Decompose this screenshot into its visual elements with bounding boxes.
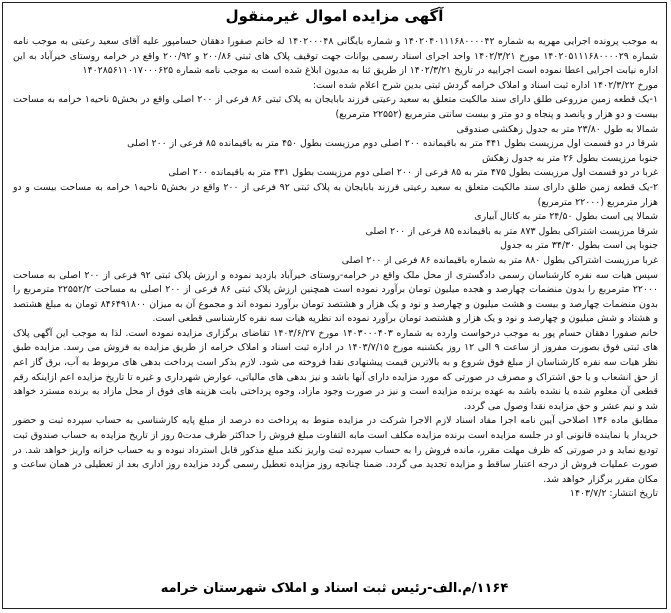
notice-title: آگهی مزایده اموال غیرمنقول <box>225 7 444 25</box>
notice-paragraph: به موجب پرونده اجرایی مهریه به شماره ۱۴۰۲۰۴۰۱۱۱۶۸۰۰۰۰۴۲ و شماره بایگانی ۱۴۰۲۰۰۰۴۸ له خانم صفورا دهقان حسامپور علیه آقای سعید رعیتی به موجب نامه شماره ۱۴۰۲۰۵۱۱۱۶۸۰۰۰۰۲۹ مورخ ۱۴۰۲/۳/۲۱ واحد اجرای اسناد رسمی بوانات جهت توقیف پلاک های ثبتی ۲۰۰/۸۶ و ۲۰۰/۹۲ واقع در خرامه روستای خیرآباد به این اداره نیابت اجرایی اعطا نموده است اجراییه در تاریخ ۱۴۰۲/۳/۲۱ از طریق ثنا به مدیون ابلاغ شده است به موجب نامه شماره ۱۴۰۲۸۵۶۱۱۰۱۷۰۰۰۶۲۵ <box>13 36 658 77</box>
notice-paragraph: جنوبا مرزیست بطول ۲۶ متر به جدول زهکش <box>481 152 658 164</box>
notice-paragraph: شرقا در دو قسمت اول مرزیست بطول ۴۴۱ متر به باقیمانده ۲۰۰ اصلی دوم مرزیست بطول ۴۵۰ متر به باقیمانده ۸۵ فرعی از ۲۰۰ اصلی <box>127 138 658 150</box>
notice-paragraph: ۲-یک قطعه زمین طلق دارای سند مالکیت متعلق به سعید رعیتی فرزند بابایجان به پلاک ثبتی ۹۲ فرعی از ۲۰۰ واقع در بخش۵ ناحیه۱ خرامه به مساحت بیست و دو هزار مترمربع (۲۲۰۰۰ مترمربع) <box>13 181 658 208</box>
notice-paragraph: شمالا به طول ۲۳/۸۰ متر به جدول زهکشی صندوقی <box>456 123 658 135</box>
notice-paragraph: مورخ ۱۴۰۲/۳/۲۲ اداره ثبت اسناد و املاک خرامه گردش ثبتی بدین شرح اعلام شده است: <box>312 79 658 91</box>
publication-date: تاریخ انتشار: ۱۴۰۳/۷/۲ <box>569 488 658 500</box>
notice-body <box>13 35 658 502</box>
notice-paragraph: خانم صفورا دهقان حسام پور به موجب درخواست وارده به شماره ۱۴۰۳۰۰۰۴۰۳ مورخ ۱۴۰۳/۶/۲۷ تقاضای برگزاری مزایده نموده است. لذا به موجب این آگهی پلاک های ثبتی فوق بصورت مفروز از ساعت ۹ الی ۱۲ روز یکشنبه مورخ ۱۴۰۳/۷/۱۵ در اداره ثبت اسناد و املاک خرامه از طریق مزایده به فروش می رسد. مزایده طبق نظر هیات سه نفره کارشناسان از مبلغ فوق شروع و به بالاترین قیمت پیشنهادی نقدا فروخته می شود. لازم بذکر است پرداخت بدهی های مربوط به آب، برق گاز اعم از حق انشعاب و یا حق اشتراک و مصرف در صورتی که مورد مزایده دارای آنها باشد و نیز بدهی های مالیاتی، عوارض شهرداری و غیره تا تاریخ مزایده اعم ازاینکه رقم قطعی آن معلوم شده یا نشده باشد به عهده برنده مزایده است و نیز در صورت وجود مازاد، وجوه پرداختی بابت هزینه های فوق از محل مازاد به برنده مسترد خواهد شد و نیم عشر و حق مزایده نقدا وصول می گردد. <box>13 327 659 412</box>
notice-paragraph: شمالا پی است بطول ۲۴/۵۰ متر به کانال آبیاری <box>474 211 658 223</box>
notice-paragraph: ۱-یک قطعه زمین مزروعی طلق دارای سند مالکیت متعلق به سعید رعیتی فرزند بابایجان به پلاک ثبتی ۸۶ فرعی از ۲۰۰ اصلی واقع در بخش۵ ناحیه۱ خرامه به مساحت بیست و دو هزار و پانصد و پنجاه و دو متر و بیست سانتی مترمربع (۲۲۵۵۲ مترمربع) <box>13 94 658 120</box>
notice-paragraph: شرقا مرزیست اشتراکی بطول ۸۷۳ متر به باقیمانده ۸۵ فرعی از ۲۰۰ اصلی <box>365 225 658 237</box>
notice-paragraph: غربا مرزیست اشتراکی بطول ۸۸۰ متر به شماره باقیمانده ۸۶ فرعی از ۲۰۰ اصلی <box>341 254 658 266</box>
notice-paragraph: غربا در دو قسمت اول مرزیست بطول ۴۷۵ متر به ۸۵ فرعی از ۲۰۰ اصلی دوم مرزیست بطول ۴۳۱ متر به باقیمانده ۲۰۰ اصلی <box>168 167 658 179</box>
notice-signature: ۱۱۶۴/م.الف-رئیس ثبت اسناد و املاک شهرستان خرامه <box>160 581 509 596</box>
notice-paragraph: جنوبا پی است بطول ۳۴/۳۰ متر به جدول <box>500 240 658 252</box>
notice-paragraph: سپس هیات سه نفره کارشناسان رسمی دادگستری از محل ملک واقع در خرامه-روستای خیرآباد بازدید نموده و ارزش پلاک ثبتی ۹۲ فرعی از ۲۰۰ اصلی به مساحت ۲۲۰۰۰ مترمربع را بدون منضمات چهارصد و هجده میلیون تومان برآورد نموده است همچنین ارزش پلاک ثبتی ۸۶ فرعی از ۲۰۰ اصلی به مساحت ۲۲۵۵۲/۲ مترمربع را بدون منضمات چهارصد و بیست و هشت میلیون و چهارصد و نود و یک هزار و هشتصد تومان برآورد نموده اند و مجموع آن به میزان ۸۴۶۴۹۱۸۰۰ تومان به مبلغ هشتصد و هشتاد و شش میلیون و چهارصد و نود و یک هزار و هشتصد تومان برآورد نموده اند نظریه هیات سه نفره کارشناسی قطعی است. <box>13 269 659 325</box>
notice-paragraph: مطابق ماده ۱۳۶ اصلاحی آیین نامه اجرا مفاد اسناد لازم الاجرا شرکت در مزایده منوط به پرداخت ده درصد از مبلغ پایه کارشناسی به حساب سپرده ثبت و حضور خریدار یا نماینده قانونی او در جلسه مزایده است برنده مزایده مکلف است مابه التفاوت مبلغ فروش را حداکثر ظرف مدت۵ روز از تاریخ مزایده به حساب صندوق ثبت تودیع نماید و در صورتی که ظرف مهلت مقرر، مانده فروش را به حساب سپرده ثبت واریز نکند مبلغ مذکور قابل استرداد نبوده و به حساب خزانه واریز خواهد شد. در صورت عملیات فروش از درجه اعتبار ساقط و مزایده تجدید می گردد. ضمنا چنانچه روز مزایده تعطیل رسمی گردد مزایده روز اداری بعد از تعطیلی در همان ساعت و مکان مقرر برگزار خواهد شد. <box>13 415 659 485</box>
notice-frame <box>2 2 667 609</box>
